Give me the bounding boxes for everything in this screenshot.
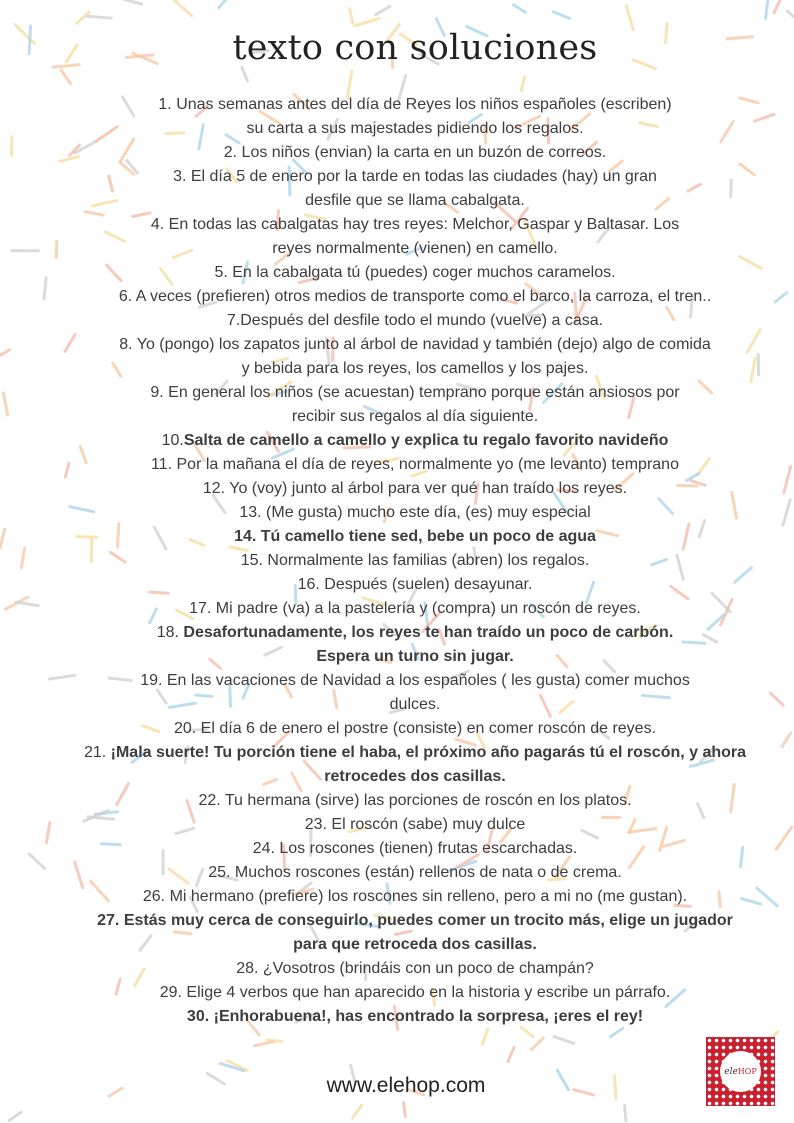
line-number: 10. — [161, 432, 184, 449]
page-title: texto con soluciones — [232, 28, 598, 68]
text-line — [0, 813, 794, 837]
text-line — [0, 381, 794, 405]
line-bold-text: Espera un turno sin jugar. — [316, 648, 514, 665]
line-bold-text: retrocedes dos casillas. — [324, 768, 506, 785]
text-line — [0, 213, 794, 237]
line-text: 26. Mi hermano (prefiere) los roscones sin relleno, pero a mi no (me gustan). — [142, 888, 688, 905]
text-line — [0, 645, 794, 669]
line-text: 13. (Me gusta) mucho este día, (es) muy especial — [239, 504, 591, 521]
text-line — [0, 909, 794, 933]
text-line — [0, 285, 794, 309]
text-line — [0, 117, 794, 141]
text-line — [0, 741, 794, 765]
text-line — [0, 357, 794, 381]
line-text: 5. En la cabalgata tú (puedes) coger muchos caramelos. — [214, 264, 616, 281]
line-text: desfile que se llama cabalgata. — [305, 192, 525, 209]
line-text: 15. Normalmente las familias (abren) los regalos. — [240, 552, 590, 569]
text-line — [0, 693, 794, 717]
text-line — [0, 141, 794, 165]
text-line — [0, 573, 794, 597]
line-number: 21. — [83, 744, 111, 761]
text-line — [0, 333, 794, 357]
text-line — [0, 477, 794, 501]
line-bold-text: Salta de camello a camello y explica tu regalo favorito navideño — [183, 432, 669, 449]
text-line — [0, 189, 794, 213]
line-text: 20. El día 6 de enero el postre (consiste) en comer roscón de reyes. — [173, 720, 657, 737]
line-text: 22. Tu hermana (sirve) las porciones de roscón en los platos. — [198, 792, 632, 809]
line-text: dulces. — [389, 696, 441, 713]
line-text: 17. Mi padre (va) a la pastelería y (compra) un roscón de reyes. — [189, 600, 641, 617]
footer-url[interactable]: www.elehop.com — [326, 1074, 486, 1097]
text-line — [0, 549, 794, 573]
text-line — [0, 309, 794, 333]
logo-badge — [720, 1051, 761, 1092]
text-line — [0, 933, 794, 957]
text-line — [0, 885, 794, 909]
text-line — [0, 453, 794, 477]
line-text: reyes normalmente (vienen) en camello. — [272, 240, 558, 257]
text-line — [0, 981, 794, 1005]
line-text: su carta a sus majestades pidiendo los regalos. — [246, 120, 584, 137]
text-line — [0, 837, 794, 861]
line-text: y bebida para los reyes, los camellos y los pajes. — [241, 360, 589, 377]
text-line — [0, 621, 794, 645]
text-line — [0, 429, 794, 453]
text-line — [0, 765, 794, 789]
line-text: recibir sus regalos al día siguiente. — [291, 408, 539, 425]
line-text: 7.Después del desfile todo el mundo (vuelve) a casa. — [226, 312, 604, 329]
text-line — [0, 861, 794, 885]
exercise-text — [0, 93, 794, 1029]
line-text: 29. Elige 4 verbos que han aparecido en la historia y escribe un párrafo. — [159, 984, 671, 1001]
line-text: 11. Por la mañana el día de reyes, normalmente yo (me levanto) temprano — [151, 456, 679, 473]
line-bold-text: 14. Tú camello tiene sed, bebe un poco de agua — [234, 528, 596, 545]
text-line — [0, 717, 794, 741]
line-bold-text: para que retroceda dos casillas. — [293, 936, 537, 953]
text-line — [0, 237, 794, 261]
line-text: 9. En general los niños (se acuestan) temprano porque están ansiosos por — [150, 384, 680, 401]
line-text: 24. Los roscones (tienen) frutas escarchadas. — [252, 840, 578, 857]
line-text: 25. Muchos roscones (están) rellenos de nata o de crema. — [208, 864, 622, 881]
line-text: 28. ¿Vosotros (brindáis con un poco de champán? — [236, 960, 594, 977]
elehop-logo — [706, 1037, 775, 1106]
line-text: 23. El roscón (sabe) muy dulce — [304, 816, 526, 833]
line-number: 18. — [156, 624, 184, 641]
text-line — [0, 93, 794, 117]
text-line — [0, 957, 794, 981]
line-text: 19. En las vacaciones de Navidad a los españoles ( les gusta) comer muchos — [140, 672, 690, 689]
line-bold-text: Desafortunadamente, los reyes te han traído un poco de carbón. — [183, 624, 674, 641]
text-line — [0, 165, 794, 189]
text-line — [0, 525, 794, 549]
text-line — [0, 501, 794, 525]
line-bold-text: 30. ¡Enhorabuena!, has encontrado la sorpresa, ¡eres el rey! — [186, 1008, 644, 1025]
line-text: 12. Yo (voy) junto al árbol para ver qué han traído los reyes. — [202, 480, 628, 497]
line-text: 8. Yo (pongo) los zapatos junto al árbol de navidad y también (dejo) algo de comida — [119, 336, 711, 353]
text-line — [0, 789, 794, 813]
text-line — [0, 405, 794, 429]
text-line — [0, 597, 794, 621]
line-text: 3. El día 5 de enero por la tarde en todas las ciudades (hay) un gran — [173, 168, 657, 185]
logo-text: eleHOP — [724, 1066, 757, 1077]
text-line — [0, 261, 794, 285]
line-bold-text: 27. Estás muy cerca de conseguirlo, puedes comer un trocito más, elige un jugador — [97, 912, 733, 929]
line-text: 4. En todas las cabalgatas hay tres reyes: Melchor, Gaspar y Baltasar. Los — [150, 216, 680, 233]
line-bold-text: ¡Mala suerte! Tu porción tiene el haba, el próximo año pagarás tú el roscón, y ahora — [110, 744, 747, 761]
line-text: 1. Unas semanas antes del día de Reyes los niños españoles (escriben) — [158, 96, 672, 113]
line-text: 16. Después (suelen) desayunar. — [297, 576, 533, 593]
text-line — [0, 669, 794, 693]
line-text: 2. Los niños (envian) la carta en un buzón de correos. — [223, 144, 607, 161]
line-text: 6. A veces (prefieren) otros medios de transporte como el barco, la carroza, el tren.. — [118, 288, 712, 305]
text-line — [0, 1005, 794, 1029]
